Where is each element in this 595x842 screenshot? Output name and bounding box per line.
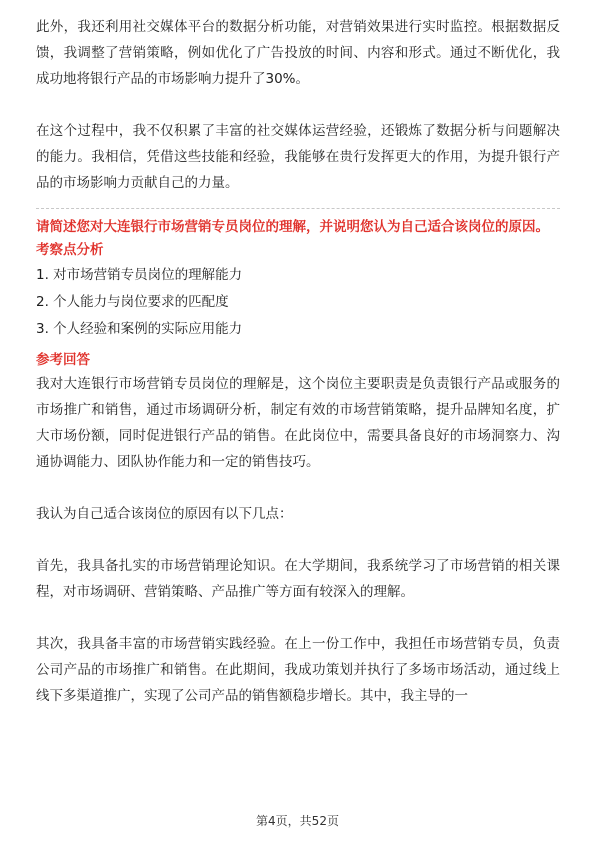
answer-paragraph-1: 我对大连银行市场营销专员岗位的理解是，这个岗位主要职责是负责银行产品或服务的市场推广和销售，通过市场调研分析，制定有效的市场营销策略，提升品牌知名度，扩大市场份额，同时促进银行产品的销售。在此岗位中，需要具备良好的市场洞察力、沟通协调能力、团队协作能力和一定的销售技巧。 (36, 376, 560, 470)
intro-paragraph-2: 在这个过程中，我不仅积累了丰富的社交媒体运营经验，还锻炼了数据分析与问题解决的能力。我相信，凭借这些技能和经验，我能够在贵行发挥更大的作用，为提升银行产品的市场影响力贡献自己的力量。 (36, 123, 560, 191)
analysis-item-1: 1. 对市场营销专员岗位的理解能力 (36, 267, 243, 283)
spacer (36, 285, 560, 292)
intro-paragraph-1: 此外，我还利用社交媒体平台的数据分析功能，对营销效果进行实时监控。根据数据反馈，我调整了营销策略，例如优化了广告投放的时间、内容和形式。通过不断优化，我成功地将银行产品的市场影响力提升了30%。 (36, 19, 560, 87)
question-heading: 请简述您对大连银行市场营销专员岗位的理解，并说明您认为自己适合该岗位的原因。 (36, 219, 549, 235)
page-number-label: 第4页，共52页 (256, 814, 339, 828)
spacer (36, 605, 560, 631)
spacer (36, 196, 560, 208)
document-page (36, 14, 560, 709)
spacer (36, 527, 560, 553)
analysis-item-3: 3. 个人经验和案例的实际应用能力 (36, 321, 243, 337)
spacer (36, 339, 560, 350)
page-footer (0, 812, 595, 829)
answer-paragraph-3: 首先，我具备扎实的市场营销理论知识。在大学期间，我系统学习了市场营销的相关课程，对市场调研、营销策略、产品推广等方面有较深入的理解。 (36, 558, 560, 600)
spacer (36, 312, 560, 319)
analysis-title: 考察点分析 (36, 242, 104, 258)
answer-paragraph-4: 其次，我具备丰富的市场营销实践经验。在上一份工作中，我担任市场营销专员，负责公司产品的市场推广和销售。在此期间，我成功策划并执行了多场市场活动，通过线上线下多渠道推广，实现了公司产品的销售额稳步增长。其中，我主导的一 (36, 636, 560, 704)
answer-title: 参考回答 (36, 352, 90, 368)
spacer (36, 209, 560, 217)
analysis-item-2: 2. 个人能力与岗位要求的匹配度 (36, 294, 229, 310)
spacer (36, 92, 560, 118)
answer-paragraph-2: 我认为自己适合该岗位的原因有以下几点： (36, 506, 293, 522)
spacer (36, 475, 560, 501)
